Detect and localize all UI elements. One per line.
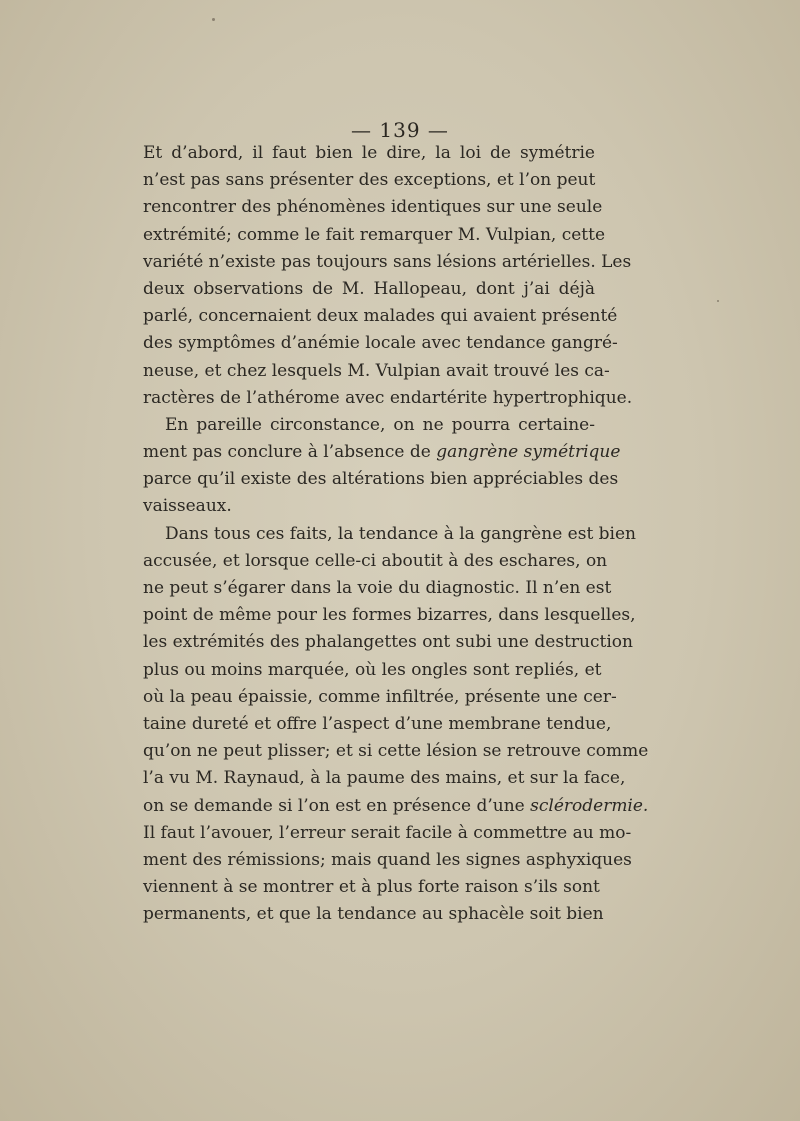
text-line: viennent à se montrer et à plus forte raison s’ils sont xyxy=(143,877,600,898)
text-line: où la peau épaissie, comme infiltrée, présente une cer- xyxy=(143,686,617,707)
text-line: variété n’existe pas toujours sans lésions artérielles. Les xyxy=(143,251,632,272)
text-line: point de même pour les formes bizarres, dans lesquelles, xyxy=(143,605,636,626)
text-line: neuse, et chez lesquels M. Vulpian avait trouvé les ca- xyxy=(143,360,610,381)
text-segment: ment pas conclure à l’absence de xyxy=(143,442,437,463)
text-line: Et d’abord, il faut bien le dire, la loi de symétrie xyxy=(143,143,595,163)
text-line: parce qu’il existe des altérations bien appréciables des xyxy=(143,469,619,490)
text-line: n’est pas sans présenter des exceptions, et l’on peut xyxy=(143,170,596,191)
text-line: plus ou moins marquée, où les ongles sont repliés, et xyxy=(143,659,602,680)
text-line: l’a vu M. Raynaud, à la paume des mains, et sur la face, xyxy=(143,768,626,789)
text-line: ment des rémissions; mais quand les signes asphyxiques xyxy=(143,849,632,870)
text-segment: on se demande si l’on est en présence d’une xyxy=(143,795,531,816)
text-line: En pareille circonstance, on ne pourra certaine- xyxy=(165,414,595,435)
paper-speck xyxy=(717,300,719,302)
text-line: ne peut s’égarer dans la voie du diagnostic. Il n’en est xyxy=(143,578,612,598)
text-line: les extrémités des phalangettes ont subi une destruction xyxy=(143,632,633,653)
text-line: vaisseaux. xyxy=(143,496,232,517)
text-line: accusée, et lorsque celle-ci aboutit à des eschares, on xyxy=(143,550,608,571)
text-line: parlé, concernaient deux malades qui avaient présenté xyxy=(143,306,618,327)
paper-speck xyxy=(212,18,215,21)
text-line: taine dureté et offre l’aspect d’une membrane tendue, xyxy=(143,713,612,734)
text-line: Il faut l’avouer, l’erreur serait facile à commettre au mo- xyxy=(143,822,632,843)
text-line: des symptômes d’anémie locale avec tendance gangré- xyxy=(143,333,618,354)
text-line: Dans tous ces faits, la tendance à la gangrène est bien xyxy=(165,523,637,544)
italic-term: sclérodermie. xyxy=(530,795,649,816)
text-line: ractères de l’athérome avec endartérite hypertrophique. xyxy=(143,387,633,408)
text-line: extrémité; comme le fait remarquer M. Vulpian, cette xyxy=(143,224,606,245)
body-text xyxy=(143,140,649,928)
text-line: rencontrer des phénomènes identiques sur une seule xyxy=(143,197,603,218)
text-line: permanents, et que la tendance au sphacèle soit bien xyxy=(143,904,604,925)
text-line-with-italic xyxy=(143,793,649,820)
text-line: deux observations de M. Hallopeau, dont j’ai déjà xyxy=(143,278,595,299)
italic-term: gangrène symétrique xyxy=(436,442,621,463)
text-line-with-italic xyxy=(143,439,621,466)
page-number: — 139 — xyxy=(351,118,449,142)
text-line: qu’on ne peut plisser; et si cette lésion se retrouve comme xyxy=(143,741,649,762)
